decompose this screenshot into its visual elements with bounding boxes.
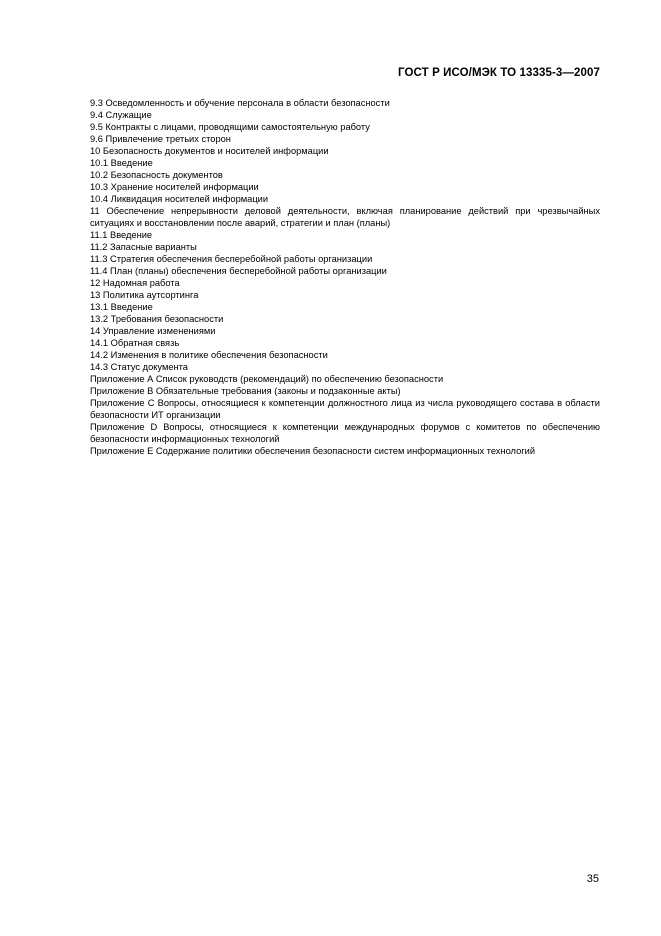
toc-entry: 9.3 Осведомленность и обучение персонала в области безопасности: [90, 98, 390, 108]
toc-entry: 10.1 Введение: [90, 158, 153, 168]
page-number: 35: [586, 873, 599, 885]
toc-entry: 10.2 Безопасность документов: [90, 170, 223, 180]
toc-entry: 9.5 Контракты с лицами, проводящими самостоятельную работу: [90, 122, 370, 132]
toc-entry: 14 Управление изменениями: [90, 326, 216, 336]
toc-entry: 11.2 Запасные варианты: [90, 242, 197, 252]
toc-entry: 11.3 Стратегия обеспечения бесперебойной работы организации: [90, 254, 373, 264]
toc-entry: Приложение D Вопросы, относящиеся к компетенции международных форумов с комитетов по обеспечению безопасности информационных технологий: [90, 422, 600, 444]
toc-entry: Приложение В Обязательные требования (законы и подзаконные акты): [90, 386, 401, 396]
toc-entry: 10.3 Хранение носителей информации: [90, 182, 259, 192]
toc-entry: 13 Политика аутсортинга: [90, 290, 199, 300]
toc-entry: 12 Надомная работа: [90, 278, 180, 288]
toc-entry: 13.1 Введение: [90, 302, 153, 312]
toc-entry: 11.4 План (планы) обеспечения бесперебойной работы организации: [90, 266, 387, 276]
toc-entry: 14.2 Изменения в политике обеспечения безопасности: [90, 350, 328, 360]
toc-entry: 9.6 Привлечение третьих сторон: [90, 134, 231, 144]
toc-entry: 11.1 Введение: [90, 230, 153, 240]
table-of-contents: [61, 97, 600, 457]
page-header-standard-code: ГОСТ Р ИСО/МЭК ТО 13335-3—2007: [398, 67, 600, 79]
toc-entry: Приложение Е Содержание политики обеспечения безопасности систем информационных технологий: [90, 446, 536, 456]
toc-entry: 13.2 Требования безопасности: [90, 314, 224, 324]
toc-entry: 14.1 Обратная связь: [90, 338, 180, 348]
toc-entry: 11 Обеспечение непрерывности деловой деятельности, включая планирование действий при чрезвычайных ситуациях и восстановлении после аварий, стратегии и план (планы): [90, 206, 600, 228]
toc-entry: Приложение С Вопросы, относящиеся к компетенции должностного лица из числа руководящего состава в области безопасности ИТ организации: [90, 398, 600, 420]
toc-entry: 14.3 Статус документа: [90, 362, 188, 372]
toc-entry: 10.4 Ликвидация носителей информации: [90, 194, 269, 204]
toc-entry: Приложение А Список руководств (рекомендаций) по обеспечению безопасности: [90, 374, 444, 384]
toc-entry: 10 Безопасность документов и носителей информации: [90, 146, 329, 156]
toc-entry: 9.4 Служащие: [90, 110, 152, 120]
